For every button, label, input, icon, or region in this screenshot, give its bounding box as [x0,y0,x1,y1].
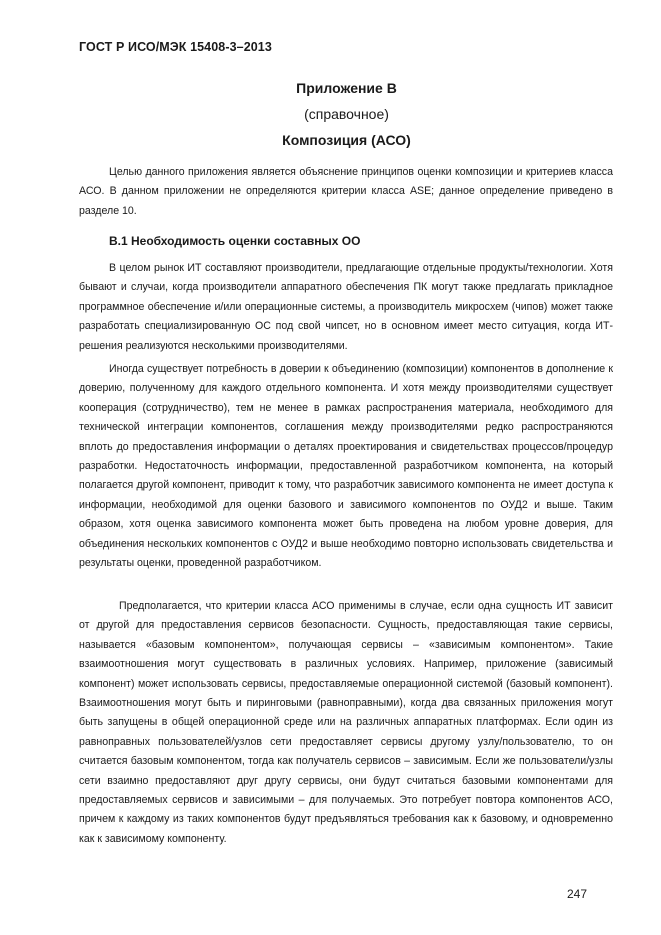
appendix-title: Приложение В [296,80,397,96]
document-header: ГОСТ Р ИСО/МЭК 15408-3–2013 [79,40,272,54]
paragraph-2: Иногда существует потребность в доверии к объединению (композиции) компонентов в дополнение к доверию, полученному для каждого отдельного компонента. И хотя между производителями существует кооперация (сотрудничество), тем не менее в рамках распространения материала, необходимого для технической интеграции компонентов, соглашения между производителями редко распространяются вплоть до предоставления информации о деталях проектирования и свидетельствах процессов/процедур разработки. Недостаточность информации, предоставленной разработчиком компонента, на который полагается другой компонент, приводит к тому, что разработчик зависимого компонента не имеет доступа к информации, необходимой для оценки базового и зависимого компонентов по ОУД2 и выше. Таким образом, хотя оценка зависимого компонента может быть проведена на любом уровне доверия, для объединения нескольких компонентов с ОУД2 и выше необходимо повторно использовать свидетельства и результаты оценки, проведенной разработчиком. [79,363,613,570]
intro-paragraph: Целью данного приложения является объяснение принципов оценки композиции и критериев класса АСО. В данном приложении не определяются критерии класса ASE; данное определение приведено в разделе 10. [79,166,613,217]
appendix-subtitle: (справочное) [304,106,389,122]
paragraph-3: Предполагается, что критерии класса АСО применимы в случае, если одна сущность ИТ зависит от другой для предоставления сервисов безопасности. Сущность, предоставляющая такие сервисы, называется «базовым компонентом», получающая сервисы – «зависимым компонентом». Такие взаимоотношения могут существовать в различных условиях. Например, приложение (зависимый компонент) может использовать сервисы, предоставляемые операционной системой (базовый компонент). Взаимоотношения могут быть и пиринговыми (равноправными), когда два связанных приложения могут быть запущены в общей операционной среде или на различных аппаратных платформах. Если один из равноправных пользователей/узлов сети предоставляет сервисы другому узлу/пользователю, то он считается базовым компонентом, тогда как получатель сервисов – зависимым. Если же пользователи/узлы сети взаимно предоставляют друг другу сервисы, они будут считаться базовыми компонентами для предоставляемых сервисов и зависимыми – для получаемых. Это потребует повтора компонентов АСО, причем к каждому из таких компонентов будут предъявляться требования как к базовому, и одновременно как к зависимому компоненту. [79,600,613,845]
appendix-heading: Композиция (АСО) [282,132,411,148]
page-number: 247 [567,887,588,901]
paragraph-1: В целом рынок ИТ составляют производители, предлагающие отдельные продукты/технологии. Хотя бывают и случаи, когда производители аппаратного обеспечения ПК могут также предлагать прикладное программное обеспечение и/или операционные системы, а производитель микросхем (чипов) может также разработать специализированную ОС под свой чипсет, но в основном имеет место ситуация, когда ИТ-решения реализуются несколькими производителями. [79,262,613,352]
section-heading: В.1 Необходимость оценки составных ОО [109,234,361,248]
